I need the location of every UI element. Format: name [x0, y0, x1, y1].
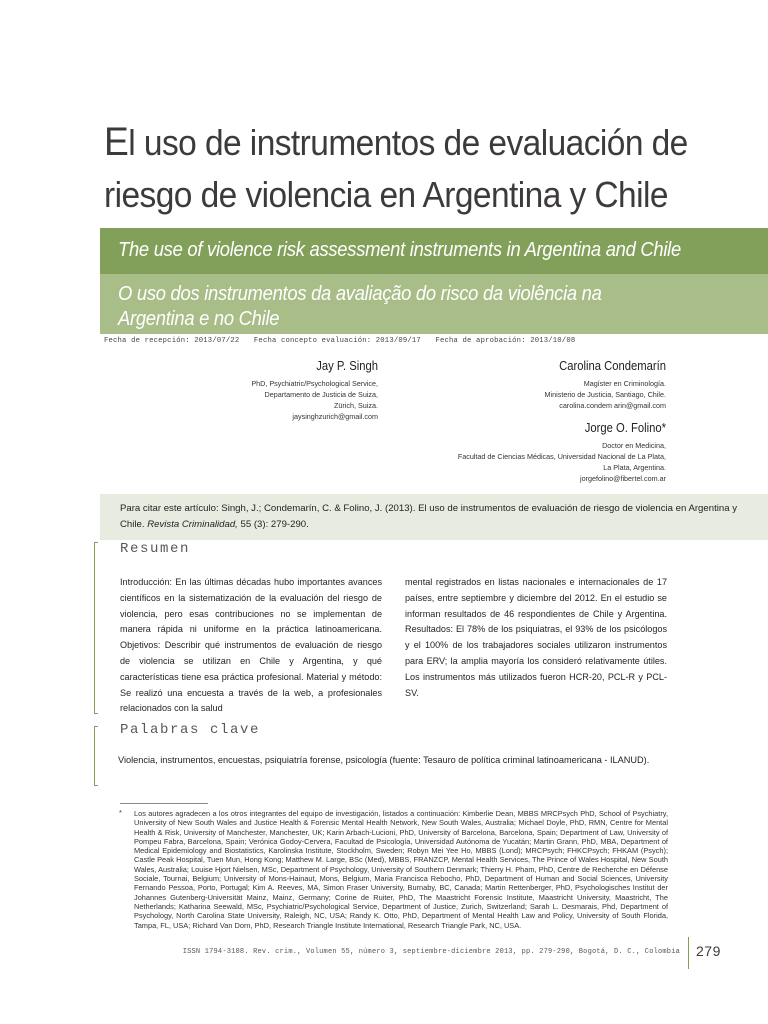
citation-suffix: 55 (3): 279-290. [237, 519, 309, 530]
citation-box [100, 494, 768, 540]
footnote-text: Los autores agradecen a los otros integrantes del equipo de investigación, listados a continuación: Kimberlie Dean, MBBS MRCPsych PhD, School of Psychiatry, University of New South Wales and Justice Health & Forensic Mental Health Network, New South Wales, Australia; Michael Doyle, PhD, RMN, Centre for Mental Health & Risk, University of Manchester, Manchester, UK; Karin Arbach-Lucioni, PhD, University of Barcelona, Barcelona, Spain; Department of Law, University of Pompeu Fabra, Barcelona, Spain; Verónica Godoy-Cervera, Facultad de Psicología, Universidad Autónoma de Yucatán; Martin Grann, PhD, MBA, Department of Medical Epidemiology and Biostatistics, Karolinska Institute, Stockholm, Sweden; Robyn Mei Yee Ho, MBBS (Lond); MRCPsych; FHKCPsych; FHKAM (Psych); Castle Peak Hospital, Tuen Mun, Hong Kong; Matthew M. Large, BSc (Med), MBBS, FRANZCP, Mental Health Services, The Prince of Wales Hospital, New South Wales, Australia; Louise Hjort Nielsen, MSc, Department of Psychology, University of Southern Denmark; Thierry H. Pham, PhD, Centre de Recherche en Défense Sociale, Tournai, Belgium; University of Mons-Hainaut, Mons, Belgium, Maria Francisca Rebocho, PhD, Department of Human and Social Sciences, University Fernando Pessoa, Porto, Portugal; Kim A. Reeves, MA, Simon Fraser University, Burnaby, BC, Canada; Martin Rettenberger, PhD, Psychologisches Institut der Johannes Gutenberg-Universität Mainz, Mainz, Germany; Corine de Ruiter, PhD, The Maastricht Forensic Institute, Maastricht University, Maastricht, The Netherlands; Katharina Seewald, MSc, Psychiatric/Psychological Service, Department of Justice, Zurich, Switzerland; Sarah L. Desmarais, Phd, Department of Psychology, North Carolina State University, Raleigh, NC, USA; Randy K. Otto, PhD, Department of Mental Health Law and Policy, University of South Florida, Tampa, FL, USA; Richard Van Dorn, PhD, Research Triangle Institute International, Research Triangle Park, NC, USA. [134, 809, 668, 930]
abstract-text: mental registrados en listas nacionales e internacionales de 17 países, entre septiembre y diciembre del 2012. En el estudio se informan resultados de 46 respondientes de Chile y Argentina. Resultados: El 78% de los psiquiatras, el 93% de los psicólogos y el 100% de los trabajadores sociales utilizaron instrumentos para ERV; la amplia mayoría los consideró relativamente útiles. Los instrumentos más utilizados fueron HCR-20, PCL-R y PCL-SV. [405, 577, 667, 698]
footnote-rule [120, 803, 208, 804]
section-rule-tick [94, 542, 98, 543]
journal-footer: ISSN 1794-3108. Rev. crim., Volumen 55, número 3, septiembre-diciembre 2013, pp. 279-290, Bogotá, D. C., Colombia [182, 948, 680, 956]
author-affiliation-line: Facultad de Ciencias Médicas, Universidad Nacional de La Plata, [457, 452, 666, 461]
date-approval: Fecha de aprobación: 2013/10/08 [435, 337, 576, 345]
page-number: 279 [696, 943, 721, 959]
author-affiliation-line: Doctor en Medicina, [602, 441, 666, 450]
title-line-1-rest: l uso de instrumentos de evaluación de [128, 122, 688, 163]
keywords-heading: Palabras clave [120, 722, 261, 738]
title-line-2: riesgo de violencia en Argentina y Chile [104, 174, 668, 215]
english-title: The use of violence risk assessment instruments in Argentina and Chile [118, 239, 681, 261]
abstract-column-1 [120, 575, 382, 717]
author-affiliation-line: Ministerio de Justicia, Santiago, Chile. [544, 390, 666, 399]
article-dates [104, 337, 585, 345]
portuguese-title-band [100, 274, 768, 334]
section-rule-tick [94, 713, 98, 714]
section-rule-tick [94, 726, 98, 727]
author-email: jaysinghzurich@gmail.com [292, 412, 378, 421]
portuguese-title-line-2: Argentina e no Chile [118, 308, 280, 330]
author-singh [158, 357, 378, 422]
citation-text [120, 501, 760, 533]
author-name: Jorge O. Folino* [584, 421, 666, 435]
footer-rule [688, 937, 689, 969]
author-affiliation-line: Zürich, Suiza. [334, 401, 378, 410]
author-condemarin [366, 357, 666, 411]
abstract-column-2 [405, 575, 667, 701]
date-concept: Fecha concepto evaluación: 2013/09/17 [253, 337, 421, 345]
footnote-mark: * [119, 808, 122, 817]
author-name: Carolina Condemarín [559, 359, 666, 373]
author-email: carolina.condem arin@gmail.com [559, 401, 666, 410]
section-rule-tick [94, 785, 98, 786]
abstract-text: Introducción: En las últimas décadas hubo importantes avances científicos en la sistematización de la evaluación del riesgo de violencia, pero esas contribuciones no se implementan de manera rápida ni uniforme en la práctica latinoamericana. Objetivos: Describir qué instrumentos de evaluación de riesgo de violencia se utilizan en Chile y Argentina, y qué características tiene esa práctica profesional. Material y método: Se realizó una encuesta a través de la web, a profesionales relacionados con la salud [120, 577, 382, 714]
author-affiliation-line: Departamento de Justicia de Suiza, [264, 390, 378, 399]
title-line-1 [104, 116, 699, 169]
footnote [120, 809, 668, 930]
english-title-band [100, 228, 768, 274]
author-name: Jay P. Singh [316, 359, 378, 373]
portuguese-title-line-1: O uso dos instrumentos da avaliação do risco da violência na [118, 283, 602, 305]
author-affiliation-line: Magíster en Criminología. [583, 379, 666, 388]
title-initial: E [104, 120, 129, 164]
section-rule [94, 542, 95, 714]
article-title [104, 116, 699, 221]
keywords-text: Violencia, instrumentos, encuestas, psiquiatría forense, psicología (fuente: Tesauro de política criminal latinoamericana - ILANUD). [118, 755, 650, 765]
author-affiliation-line: PhD, Psychiatric/Psychological Service, [251, 379, 378, 388]
citation-journal: Revista Criminalidad, [147, 519, 238, 530]
citation-prefix: Para citar este artículo: Singh, J.; Condemarín, C. & Folino, J. (2013). El uso de instrumentos de evaluación de riesgo de violencia en Argentina y Chile. [120, 503, 737, 530]
date-received: Fecha de recepción: 2013/07/22 [104, 337, 240, 345]
section-rule [94, 726, 95, 786]
portuguese-title [118, 282, 602, 332]
abstract-heading: Resumen [120, 541, 191, 557]
author-folino [346, 419, 666, 484]
author-affiliation-line: La Plata, Argentina. [603, 463, 666, 472]
author-email: jorgefolino@fibertel.com.ar [580, 474, 666, 483]
